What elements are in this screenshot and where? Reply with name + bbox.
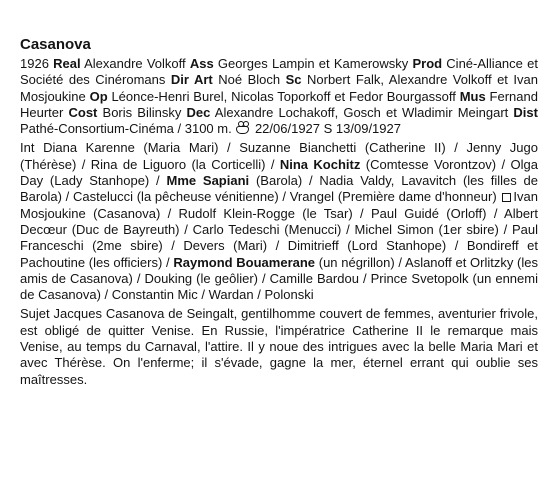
music-label: Mus xyxy=(459,88,486,104)
costume-label: Cost xyxy=(68,104,98,120)
production-label: Prod xyxy=(412,56,443,71)
art-director-label: Dir Art xyxy=(170,72,213,88)
costume-value: Boris Bilinsky xyxy=(102,104,182,120)
decor-label: Dec xyxy=(186,104,211,120)
director-value: Alexandre Volkoff xyxy=(84,56,186,71)
cast-text-2: (Comtesse Vorontzov) / Olga Day (Lady Stanhope) / xyxy=(20,156,538,189)
director-label: Real xyxy=(53,56,81,71)
credits-paragraph xyxy=(20,56,538,137)
filmography-entry xyxy=(20,36,538,388)
synopsis-text: Jacques Casanova de Seingalt, gentilhomme couvert de femmes, aventurier frivole, est obligé de quitter Venise. En Russie, l'impératrice Catherine II le remarque mais Venise, au temps du Carnaval, l'attire. Il y noue des intrigues avec la belle Maria Mari et avec Thérèse. On l'enferme; il s'évade, gagne la mer, éternel errant qui oublie ses maîtresses. xyxy=(20,306,538,387)
cast-text-3: (Barola) / Nadia Valdy, Lavavitch (les filles de Barola) / Castelucci (la pêcheuse vénitienne) / Vrangel (Première dame d'honneur) xyxy=(20,173,538,205)
square-icon xyxy=(502,193,511,202)
cinematography-label: Op xyxy=(89,88,108,104)
art-director-value: Noé Bloch xyxy=(218,72,281,88)
cast-text-1: Diana Karenne (Maria Mari) / Suzanne Bianchetti (Catherine II) / Jenny Jugo (Thérèse) / Rina de Liguoro (la Corticelli) / xyxy=(20,140,538,172)
release-year: 1926 xyxy=(20,56,49,71)
screenplay-value: Norbert Falk, Alexandre Volkoff et Ivan Mosjoukine xyxy=(20,72,538,104)
cast-text-5: (un négrillon) / Aslanoff et Orlitzky (les amis de Casanova) / Douking (le geôlier) / Camille Bardou / Prince Svetopolk (un ennemi de Casanova) / Constantin Mic / Wardan / Polonski xyxy=(20,254,538,303)
assistant-label: Ass xyxy=(189,56,214,71)
music-value: Fernand Heurter xyxy=(20,88,538,120)
decor-value: Alexandre Lochakoff, Gosch et Wladimir Meingart xyxy=(214,104,509,120)
cast-name-sapiani: Mme Sapiani xyxy=(166,173,250,189)
screenplay-label: Sc xyxy=(285,72,302,88)
cast-name-kochitz: Nina Kochitz xyxy=(279,156,361,172)
assistant-value: Georges Lampin et Kamerowsky xyxy=(217,56,409,71)
cinematography-value: Léonce-Henri Burel, Nicolas Toporkoff et Fedor Bourgassoff xyxy=(111,88,456,104)
release-dates: 22/06/1927 S 13/09/1927 xyxy=(254,121,401,137)
film-title: Casanova xyxy=(20,36,91,53)
cast-label: Int xyxy=(20,140,35,156)
cast-paragraph xyxy=(20,140,538,303)
cast-text-4: Ivan Mosjoukine (Casanova) / Rudolf Klein-Rogge (le Tsar) / Paul Guidé (Orloff) / Albert Decœur (Duc de Bayreuth) / Carlo Tedeschi (Menucci) / Michel Simon (1er sbire) / Paul Franceschi (2me sbire) / Devers (Mari) / Dimitrieff (Lord Stanhope) / Bondireff et Pachoutine (les officiers) / xyxy=(20,189,538,270)
film-reel-icon xyxy=(236,126,249,134)
distribution-label: Dist xyxy=(513,104,538,120)
synopsis-label: Sujet xyxy=(20,306,50,322)
cast-name-bouamerane: Raymond Bouamerane xyxy=(173,254,316,270)
production-value: Ciné-Alliance et Société des Cinéromans xyxy=(20,56,538,88)
synopsis-paragraph xyxy=(20,306,538,387)
distribution-value: Pathé-Consortium-Cinéma / 3100 m. xyxy=(20,121,232,137)
